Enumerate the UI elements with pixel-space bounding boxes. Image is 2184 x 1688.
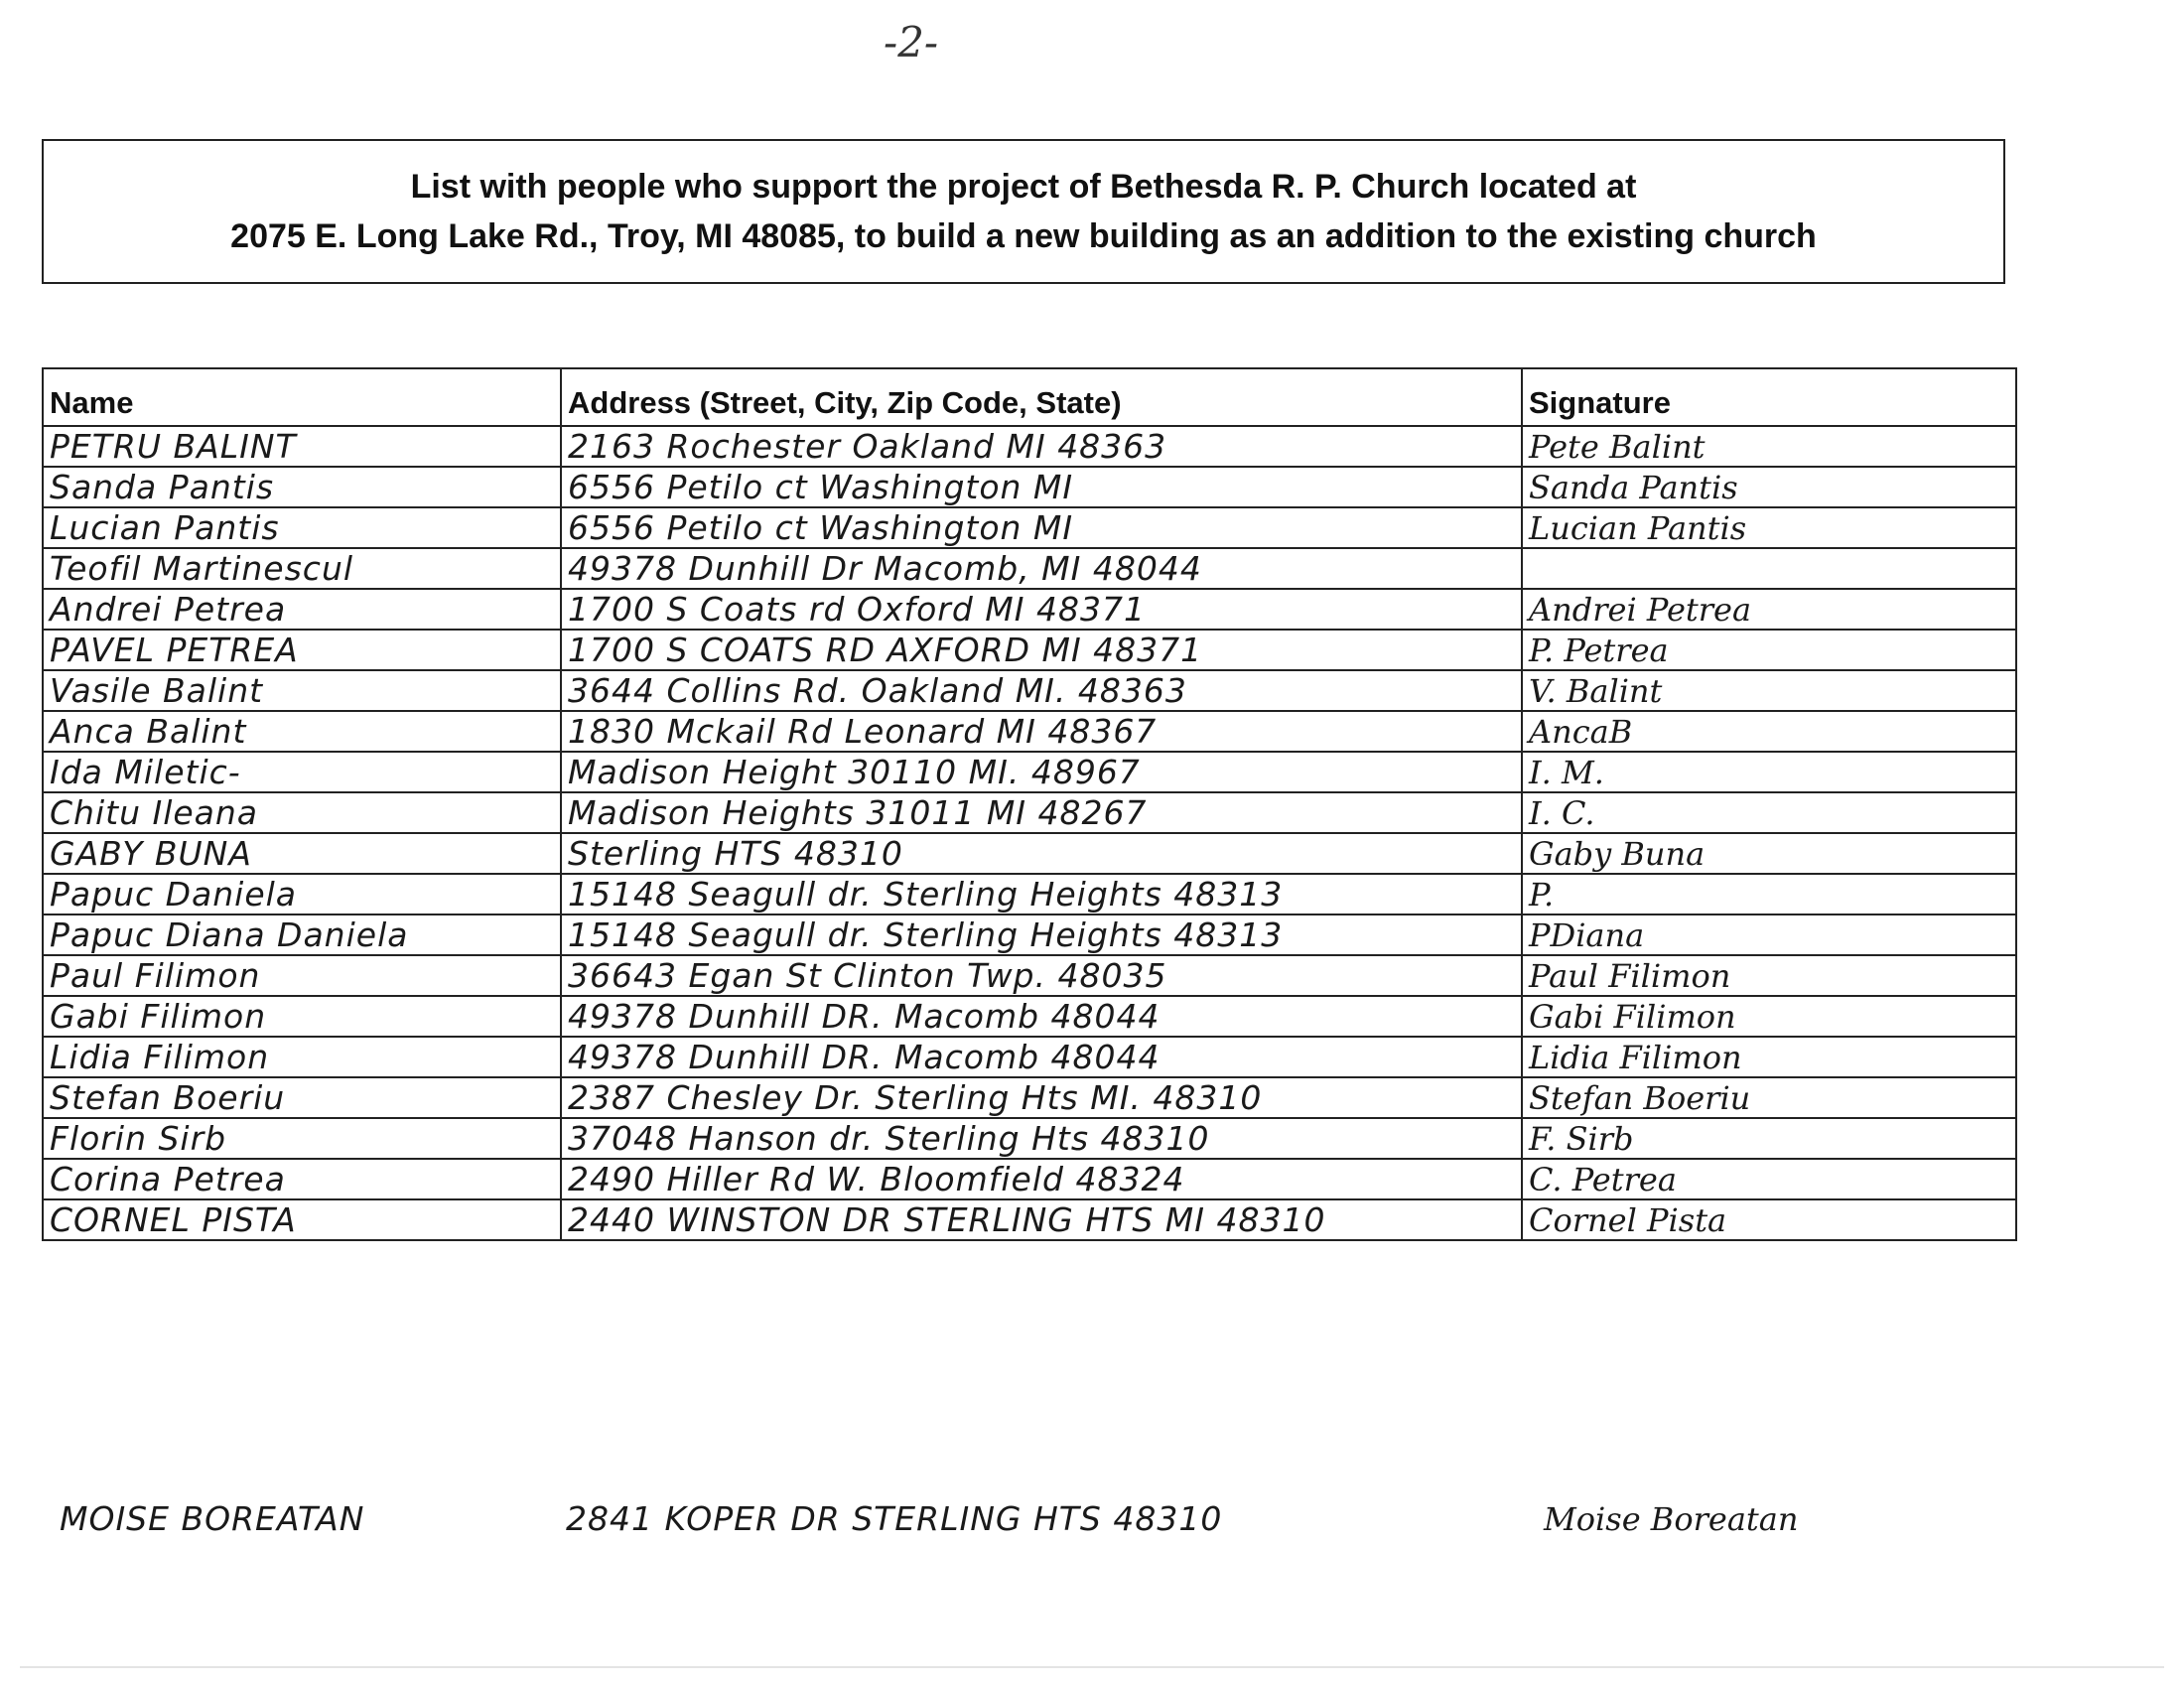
- name-cell: Ida Miletic-: [43, 752, 561, 792]
- address-cell: 2440 WINSTON DR STERLING HTS MI 48310: [561, 1199, 1522, 1240]
- address-cell: 37048 Hanson dr. Sterling Hts 48310: [561, 1118, 1522, 1159]
- address-cell: 1700 S COATS RD AXFORD MI 48371: [561, 630, 1522, 670]
- signature-table: [42, 367, 2017, 1241]
- table-row: [43, 996, 2016, 1037]
- name-cell: CORNEL PISTA: [43, 1199, 561, 1240]
- address-cell: 36643 Egan St Clinton Twp. 48035: [561, 955, 1522, 996]
- table-row: [43, 1159, 2016, 1199]
- name-cell: Stefan Boeriu: [43, 1077, 561, 1118]
- table-body: [43, 426, 2016, 1240]
- page-number: -2-: [884, 18, 939, 67]
- table-row: [43, 589, 2016, 630]
- signature-cell: Lucian Pantis: [1522, 507, 2016, 548]
- signature-cell: Gabi Filimon: [1522, 996, 2016, 1037]
- title-line-2: 2075 E. Long Lake Rd., Troy, MI 48085, to build a new building as an addition to the existing church: [230, 217, 1817, 255]
- address-cell: 3644 Collins Rd. Oakland MI. 48363: [561, 670, 1522, 711]
- address-cell: 6556 Petilo ct Washington MI: [561, 507, 1522, 548]
- title-box: [42, 139, 2005, 284]
- name-cell: PAVEL PETREA: [43, 630, 561, 670]
- address-cell: 2163 Rochester Oakland MI 48363: [561, 426, 1522, 467]
- name-cell: Corina Petrea: [43, 1159, 561, 1199]
- extra-entry-address: 2841 KOPER DR STERLING HTS 48310: [566, 1499, 1223, 1538]
- table-row: [43, 426, 2016, 467]
- table-row: [43, 507, 2016, 548]
- address-cell: 2490 Hiller Rd W. Bloomfield 48324: [561, 1159, 1522, 1199]
- signature-cell: P.: [1522, 874, 2016, 914]
- name-cell: Papuc Diana Daniela: [43, 914, 561, 955]
- table-header-row: [43, 368, 2016, 426]
- extra-entry-name: MOISE BOREATAN: [60, 1499, 365, 1538]
- table-row: [43, 711, 2016, 752]
- table-row: [43, 874, 2016, 914]
- table-row: [43, 1199, 2016, 1240]
- signature-cell: I. C.: [1522, 792, 2016, 833]
- address-cell: 6556 Petilo ct Washington MI: [561, 467, 1522, 507]
- table-row: [43, 1037, 2016, 1077]
- extra-entry-signature: Moise Boreatan: [1544, 1500, 1799, 1538]
- address-cell: 2387 Chesley Dr. Sterling Hts MI. 48310: [561, 1077, 1522, 1118]
- name-cell: Florin Sirb: [43, 1118, 561, 1159]
- signature-cell: I. M.: [1522, 752, 2016, 792]
- signature-cell: F. Sirb: [1522, 1118, 2016, 1159]
- signature-cell: Stefan Boeriu: [1522, 1077, 2016, 1118]
- table-row: [43, 1118, 2016, 1159]
- column-header-signature: Signature: [1522, 368, 2016, 426]
- name-cell: Vasile Balint: [43, 670, 561, 711]
- signature-cell: Sanda Pantis: [1522, 467, 2016, 507]
- signature-cell: P. Petrea: [1522, 630, 2016, 670]
- signature-cell: Gaby Buna: [1522, 833, 2016, 874]
- signature-cell: C. Petrea: [1522, 1159, 2016, 1199]
- name-cell: Chitu Ileana: [43, 792, 561, 833]
- table-row: [43, 630, 2016, 670]
- address-cell: Madison Heights 31011 MI 48267: [561, 792, 1522, 833]
- table-row: [43, 548, 2016, 589]
- table-row: [43, 833, 2016, 874]
- address-cell: Sterling HTS 48310: [561, 833, 1522, 874]
- signature-cell: Andrei Petrea: [1522, 589, 2016, 630]
- address-cell: 15148 Seagull dr. Sterling Heights 48313: [561, 914, 1522, 955]
- name-cell: GABY BUNA: [43, 833, 561, 874]
- name-cell: PETRU BALINT: [43, 426, 561, 467]
- name-cell: Teofil Martinescul: [43, 548, 561, 589]
- table-row: [43, 955, 2016, 996]
- table-row: [43, 467, 2016, 507]
- table-row: [43, 670, 2016, 711]
- column-header-address: Address (Street, City, Zip Code, State): [561, 368, 1522, 426]
- name-cell: Paul Filimon: [43, 955, 561, 996]
- signature-cell: Pete Balint: [1522, 426, 2016, 467]
- signature-cell: AncaB: [1522, 711, 2016, 752]
- name-cell: Anca Balint: [43, 711, 561, 752]
- signature-cell: V. Balint: [1522, 670, 2016, 711]
- address-cell: Madison Height 30110 MI. 48967: [561, 752, 1522, 792]
- name-cell: Gabi Filimon: [43, 996, 561, 1037]
- signature-cell: Lidia Filimon: [1522, 1037, 2016, 1077]
- address-cell: 49378 Dunhill Dr Macomb, MI 48044: [561, 548, 1522, 589]
- address-cell: 49378 Dunhill DR. Macomb 48044: [561, 1037, 1522, 1077]
- name-cell: Andrei Petrea: [43, 589, 561, 630]
- address-cell: 1830 Mckail Rd Leonard MI 48367: [561, 711, 1522, 752]
- address-cell: 1700 S Coats rd Oxford MI 48371: [561, 589, 1522, 630]
- signature-cell: PDiana: [1522, 914, 2016, 955]
- table-row: [43, 914, 2016, 955]
- signature-cell: Paul Filimon: [1522, 955, 2016, 996]
- column-header-name: Name: [43, 368, 561, 426]
- name-cell: Sanda Pantis: [43, 467, 561, 507]
- title-line-1: List with people who support the project of Bethesda R. P. Church located at: [410, 168, 1637, 206]
- signature-cell: Cornel Pista: [1522, 1199, 2016, 1240]
- address-cell: 15148 Seagull dr. Sterling Heights 48313: [561, 874, 1522, 914]
- name-cell: Lucian Pantis: [43, 507, 561, 548]
- name-cell: Lidia Filimon: [43, 1037, 561, 1077]
- table-row: [43, 1077, 2016, 1118]
- name-cell: Papuc Daniela: [43, 874, 561, 914]
- signature-cell: [1522, 548, 2016, 589]
- table-row: [43, 752, 2016, 792]
- table-row: [43, 792, 2016, 833]
- footer-rule: [20, 1666, 2164, 1668]
- address-cell: 49378 Dunhill DR. Macomb 48044: [561, 996, 1522, 1037]
